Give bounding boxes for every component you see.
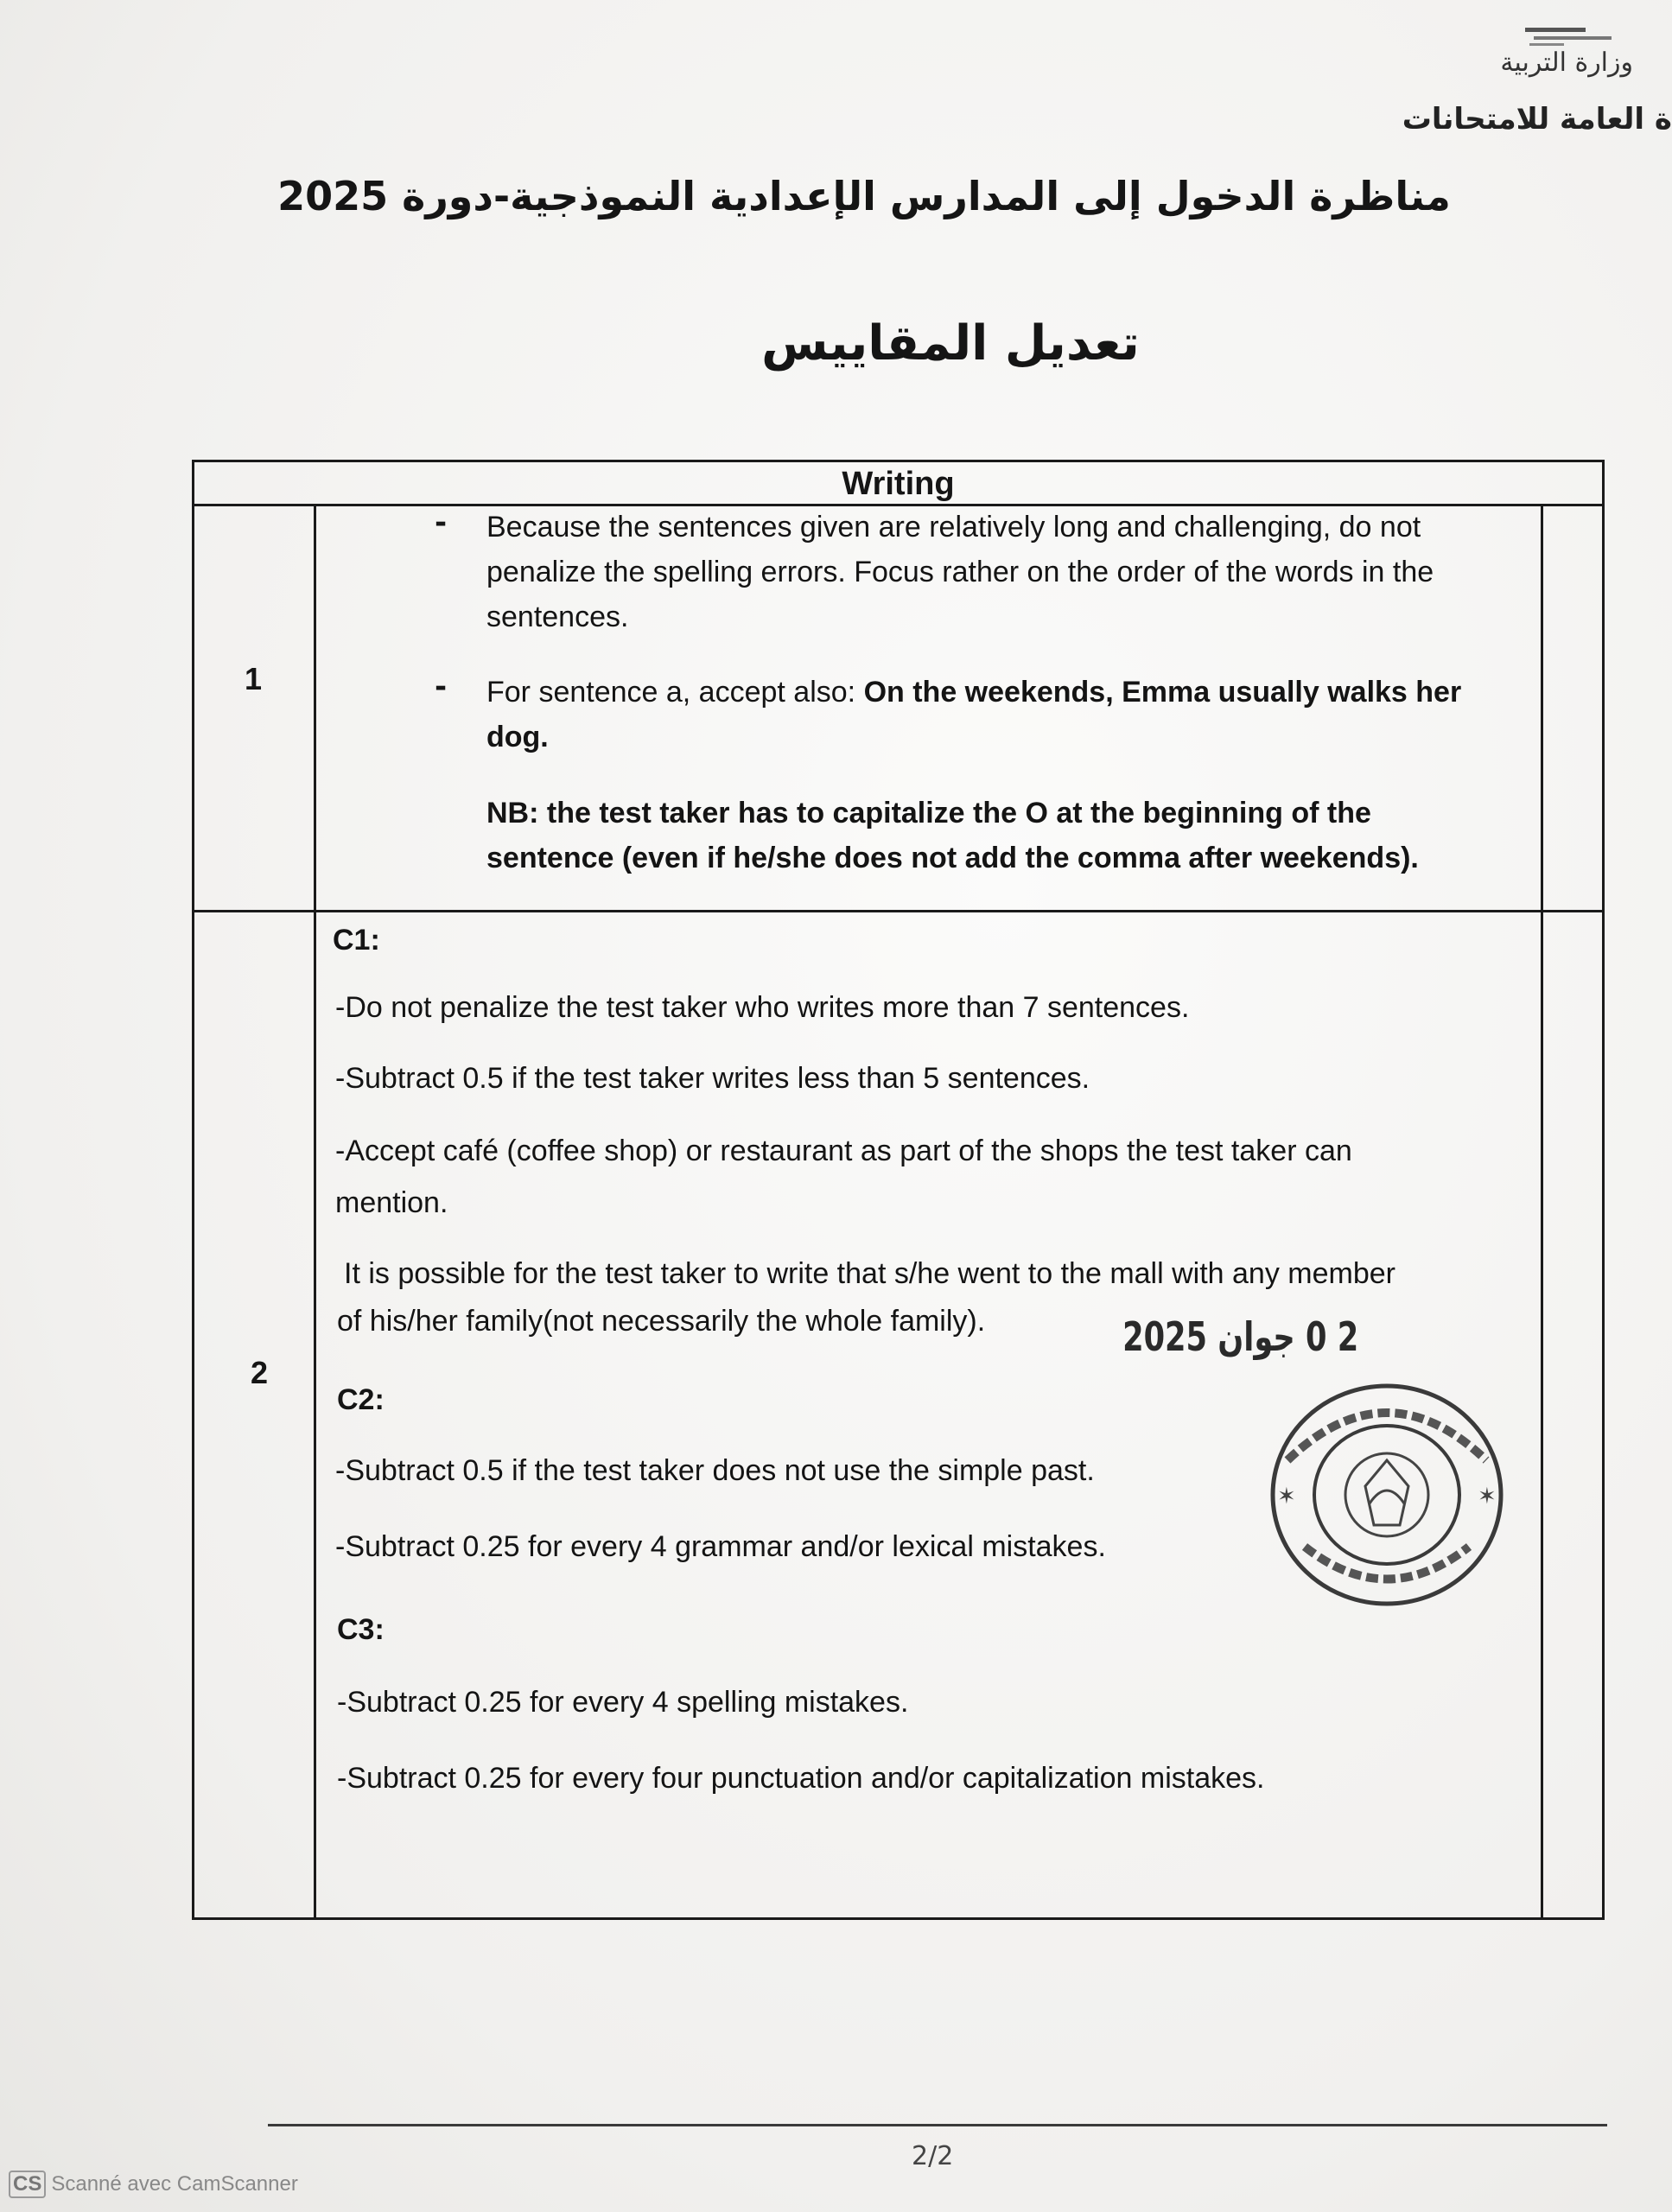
scanner-watermark xyxy=(9,2171,298,2198)
text-line: of his/her family(not necessarily the whole family). xyxy=(337,1305,986,1338)
section-title: تعديل المقاييس xyxy=(761,315,1140,372)
nb-note: sentence (even if he/she does not add the comma after weekends). xyxy=(486,842,1419,874)
accepted-sentence-cont: dog. xyxy=(486,721,549,753)
camscanner-logo-icon: CS xyxy=(9,2171,46,2198)
criterion-label: C1: xyxy=(333,924,380,957)
text-line: mention. xyxy=(335,1186,448,1219)
text-line: -Subtract 0.25 for every four punctuation and/or capitalization mistakes. xyxy=(337,1762,1265,1795)
contest-title: مناظرة الدخول إلى المدارس الإعدادية النموذجية-دورة 2025 xyxy=(277,173,1451,219)
text-line: -Subtract 0.5 if the test taker does not use the simple past. xyxy=(335,1454,1095,1487)
nb-note: NB: the test taker has to capitalize the O at the beginning of the xyxy=(486,797,1371,830)
table-heading: Writing xyxy=(194,462,1602,506)
text-line: -Do not penalize the test taker who writes more than 7 sentences. xyxy=(335,991,1190,1024)
text-line xyxy=(486,670,1461,715)
bullet-dash: - xyxy=(435,505,448,540)
text-line: sentences. xyxy=(486,601,629,633)
text-line: Because the sentences given are relatively long and challenging, do not xyxy=(486,511,1421,543)
official-seal-icon xyxy=(1262,1374,1512,1616)
page-number: 2/2 xyxy=(912,2141,954,2171)
column-divider-left xyxy=(314,504,316,1920)
text-line: penalize the spelling errors. Focus rather on the order of the words in the xyxy=(486,556,1434,588)
date-stamp: 2 0 جوان 2025 xyxy=(1122,1313,1359,1360)
row-divider xyxy=(194,910,1602,912)
text-line: It is possible for the test taker to write that s/he went to the mall with any member xyxy=(344,1257,1395,1290)
directorate-name: ة العامة للامتحانات xyxy=(1402,102,1672,137)
criterion-label: C2: xyxy=(337,1383,385,1416)
text-line: -Subtract 0.25 for every 4 grammar and/or lexical mistakes. xyxy=(335,1530,1106,1563)
svg-text:✶: ✶ xyxy=(1478,1484,1497,1510)
ministry-name: وزارة التربية xyxy=(1500,48,1633,78)
criterion-label: C3: xyxy=(337,1613,385,1646)
text-line: -Subtract 0.5 if the test taker writes less than 5 sentences. xyxy=(335,1062,1090,1095)
bullet-dash: - xyxy=(435,670,448,704)
row-number: 2 xyxy=(251,1355,269,1390)
column-divider-right xyxy=(1541,504,1543,1920)
ministry-logo-icon xyxy=(1525,24,1620,50)
text-line-lead: For sentence a, accept also: xyxy=(486,676,864,709)
text-line: -Accept café (coffee shop) or restaurant as part of the shops the test taker can xyxy=(335,1135,1352,1167)
text-line: -Subtract 0.25 for every 4 spelling mistakes. xyxy=(337,1686,909,1719)
svg-text:✶: ✶ xyxy=(1277,1484,1296,1510)
scanner-text: Scanné avec CamScanner xyxy=(51,2172,298,2196)
accepted-sentence: On the weekends, Emma usually walks her xyxy=(863,676,1462,709)
footer-rule xyxy=(268,2124,1607,2126)
row-number: 1 xyxy=(245,661,263,696)
